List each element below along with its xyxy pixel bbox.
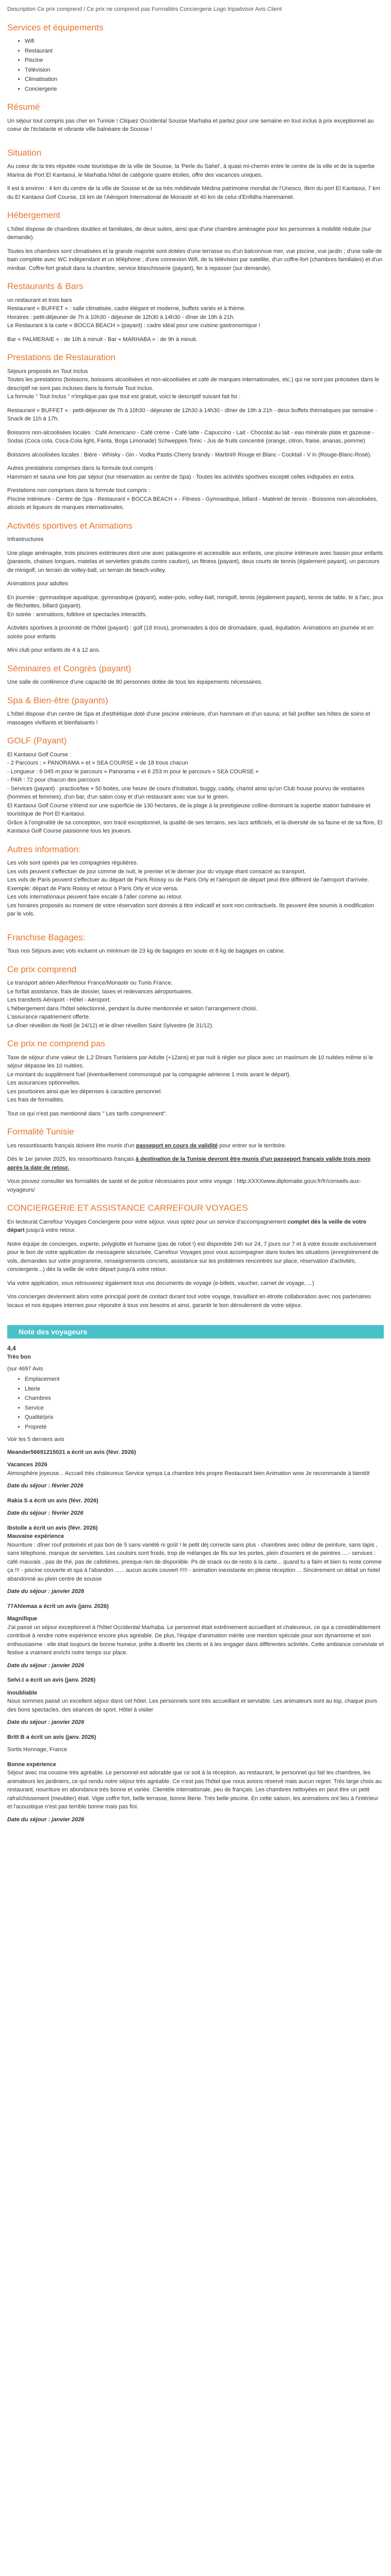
restaurants-section [7,280,384,344]
review-date: Date du séjour : février 2026 [7,1510,84,1516]
rating-summary [7,1344,384,1444]
review-author: Ibstolle a écrit un avis (févr. 2026) [7,1524,98,1531]
prestations-line: Toutes les prestations (boissons, boissons alcoolisées et non-alcoolisées et café de marques internationales, etc.) qui ne sont pas précisées dans le descriptif ne sont pas incluses dans la formule Tout Inclus. [7,377,379,392]
activites-section [7,519,384,655]
seminaires-title: Séminaires et Congrès (payant) [7,663,132,673]
review-body: Atmosphère joyeuse... Accueil très chaleureux Service sympa La chambre très propre Restaurant bien Animation wow Je recommande à bientôt [7,1470,370,1477]
prix-comprend-line: Le forfait assistance, frais de dossier, taxes et redevances aéroportuaires. [7,988,193,995]
review-item [7,1602,384,1670]
infos-line: Les vols de Paris peuvent s'effectuer au départ de Paris Roissy ou de Paris Orly et l'aéroport de départ peut être différent de l'aéroport d'arrivée. [7,877,369,883]
prestations-line: La formule " Tout Inclus " n'implique pas que tout est gratuit, voici le descriptif suivant fait foi : [7,394,240,400]
situation-section [7,146,384,202]
prix-comprend-line: L'hébergement dans l'hôtel sélectionné, pendant la durée mentionnée et selon l'arrangement choisi. [7,1005,258,1012]
restaurants-title: Restaurants & Bars [7,281,84,291]
infos-title: Autres information: [7,844,81,854]
review-body: Nous sommes passé un excellent séjour dans cet hôtel. Les personnels sont très accueillant et serviable. Les animateurs sont au top, chaque jours des bons spectacles, des séances de sport. Hôtel à visiter [7,1698,378,1713]
passport-link[interactable]: passeport en cours de validité [136,1142,218,1149]
resume-title: Résumé [7,102,40,112]
situation-text-1: Au coeur de la très réputée route touristique de la ville de Sousse, la 'Perle du Sahel', à quasi mi-chemin entre le centre de la ville et de la superbe Marina de Port El Kantaoui, le Marhaba hôtel de catégorie quatre étoiles, offre des vacances uniques. [7,163,375,178]
conciergerie-line-3: Via votre application, vous retrouverez également tous vos documents de voyage (e-billets, vaucher, carnet de voyage, ...) [7,1280,314,1286]
activites-line: Activités sportives à proximité de l'hôtel (payant) : golf (18 trous), promenades à dos de dromadaire, quad, équitation. Animations en journée et en soirée pour enfants [7,625,374,640]
spa-title: Spa & Bien-être (payants) [7,695,108,705]
list-item: • Propreté [25,1423,384,1432]
formalite-section [7,1125,384,1194]
notes-header-bar [7,1325,384,1338]
review-author: Rakia S a écrit un avis (févr. 2026) [7,1497,99,1504]
services-title: Services et équipements [7,22,104,32]
golf-line: - 2 Parcours : « PANORAMA » et « SEA COURSE » de 18 trous chacun [7,760,188,766]
prix-comprend-section [7,963,384,1030]
review-body: Nourriture : dîner rouf proteinés et pas bon de 5 sans variété ni goût ! le petit déj correcte sans plus - chambres avec odeur de peinture, sans tapis , sans télephone, manque de serviettes. Les couloirs sont froids, trop de mélanges de fils sur les portes, plein d'ouvriers et de peintres ....- services : café mauvais , pas de thé, pas de cafetières, presque rien de disponible. Ps de snack ou de resto à la carte... quand tu a faim et bien tu reste comme ça !!! - piscine couverte et spa à l'abandon ...... aucun accès couvert !!!!! - animation inexistante en pleine réception ... Sincèrement un détail un hotel abandonné au plein centre de sousse [7,1541,382,1582]
review-date: Date du séjour : janvier 2026 [7,1588,85,1595]
prix-comprend-title: Ce prix comprend [7,964,77,974]
review-item [7,1448,384,1490]
infos-section [7,843,384,919]
conciergerie-line-4: Vos concierges deviennent alors votre principal point de contact durant tout votre voyage, travaillant en étroite collaboration avec nos partenaires locaux et nos équipes internes pour répondre à tous vos besoins et ainsi, garantir le bon déroulement de votre séjour. [7,1294,371,1309]
list-item: • Piscine [25,56,384,65]
infos-line: Exemple: départ de Paris Roissy et retour à Paris Orly et vice versa. [7,885,178,892]
resume-text: Un séjour tout compris pas cher en Tunisie ! Cliquez Occidental Sousse Marhaba et partez pour une semaine en tout inclus à prix exceptionnel au coeur de l'éclatante et vibrante ville balnéaire de Sousse ! [7,117,374,132]
review-author: Selvi.t a écrit un avis (janv. 2026) [7,1677,95,1683]
formalite-title: Formalité Tunisie [7,1127,74,1137]
list-item: • Télévision [25,66,384,75]
review-date: Date du séjour : janvier 2026 [7,1719,85,1725]
resume-section [7,100,384,134]
bagages-text: Tous nos Séjours avec vols incluent un minimum de 23 kg de bagages en soute et 8 kg de bagages en cabine. [7,948,285,954]
rating-score: 4,4 [7,1345,16,1352]
activites-line: Animations pour adultes [7,581,69,587]
review-title: Mauvaise expérience [7,1533,64,1539]
golf-section [7,734,384,836]
list-item: • Wifi [25,37,384,46]
review-item [7,1676,384,1727]
review-body: J'ai passé un séjour exceptionnel à l'hôtel Occidental Marhaba. Le personnel était extrêmement accueillant et chaleureux, ce qui a considérablement contribué à rendre notre expérience encore plus agréable. De plus, l'équipe d'animation mérite une mention spéciale pour son dynamisme et son enthousiasme : elle était toujours de bonne humeur, prête à divertir les clients et à les engager dans différentes activités. Cette ambiance conviviale et festive a vraiment enrichi notre temps sur place. [7,1624,384,1656]
review-item [7,1524,384,1596]
prestations-line: Autres prestations comprises dans la formule tout compris : [7,465,157,471]
spa-text: L'hôtel dispose d'un centre de Spa et d'esthétique doté d'une piscine intérieure, d'un hammam et d'un sauna; et fait profiter ses hôtes de soins et massages vivifiants et bienfaisants ! [7,711,370,726]
list-item: • Emplacement [25,1375,384,1384]
review-item [7,1733,384,1754]
golf-line: El Kantaoui Golf Course : [7,751,72,758]
spa-section [7,694,384,727]
review-date: Date du séjour : février 2026 [7,1483,84,1489]
conciergerie-line-1: En lecteurat Carrefour Voyages Conciergerie pour votre séjour, vous optez pour un service d'accompagnement complet dès la veille de votre départ jusqu'à votre retour. [7,1218,367,1233]
prix-ne-comprend-line: Les pourboires ainsi que les dépenses à caractère personnel. [7,1088,162,1095]
activites-line: En soirée : animations, folklore et spectacles interactifs. [7,611,147,618]
restaurants-line: Bar « PALMERAIE » : de 10h à minuit - Bar « MARHABA » : de 9h à minuit. [7,336,198,343]
activites-title: Activités sportives et Animations [7,520,133,531]
review-title: Inoubliable [7,1689,38,1696]
activites-line: Une plage aménagée, trois piscines extérieures dont une avec pataugeoire et accessible aux enfants, une piscine intérieure avec bassin pour enfants (parasols, chaises longues, matelas et serviettes gratuits contre caution), un fitness (payant), deux courts de tennis (également payant), un parcours de minigolf, un terrain de volley-ball, un terrain de beach-volley. [7,550,383,573]
prix-comprend-line: Le dîner réveillon de Noël (le 24/12) et le dîner réveillon Saint Sylvestre (le 31/12). [7,1022,214,1029]
list-item: • Conciergerie [25,85,384,94]
restaurants-line: Le Restaurant à la carte « BOCCA BEACH » (payant) : cadre idéal pour une cuisine gastronomique ! [7,323,260,329]
list-item: • Service [25,1404,384,1413]
bagages-section [7,931,384,956]
review-title: Magnifique [7,1616,38,1622]
prestations-section [7,351,384,512]
prix-comprend-line: Les transferts Aéroport - Hôtel - Aéroport. [7,997,111,1003]
hebergement-text-1: L'hôtel dispose de chambres doubles et familiales, de deux suites, ainsi que d'une chambre aménagée pour les personnes à mobilité réduite (sur demande). [7,226,371,241]
prix-comprend-line: Le transport aérien Aller/Retour France/Monastir ou Tunis France. [7,980,173,986]
rating-criteria-list [7,1375,384,1431]
rating-count: (sur 4697 Avis [7,1365,43,1372]
prix-ne-comprend-line: Les frais de formalités. [7,1097,64,1103]
conciergerie-section [7,1201,384,1310]
review-body: Séjour avec ma cousine très agréable. Le personnel est adorable que ce soit à la réception, au restaurant, le personnel qui fait les chambres, les animateurs les jardiniers, ce qui rendu notre séjour très agréable. Ce n'est pas l'hôtel que nous avions réservé mais aucun regret. Très large choix au restaurant, nourriture en abondance très bonne et variée. Clientèle internationale, peu de français. Les chambres nettoyées en peut être un petit rafraîchissement (meublier) était. Vigie coffre fort, belle terrasse, bonne literie. Très belle piscine. En cette saison, les animations ont lieu à l'intérieur et l'acoustique n'est pas terrible bonne mais pas fini. [7,1770,382,1810]
prix-ne-comprend-line: Le montant du supplément fuel (éventuellement communiqué par la compagnie aérienne 1 mois avant le départ). [7,1071,291,1078]
hebergement-text-2: Toutes les chambres sont climatisées et la grande majorité sont dotées d'une terrasse ou d'un balcon/vue mer, vue piscine, vue jardin ; d'une salle de bain complète avec WC indépendant et un téléphone ; d'une connexion Wifi, de la télévision par satellite, d'un coffre-fort (chambres familiales) et d'un minibar. Coffre-fort gratuit dans la chambre, service blanchisserie (payant), fer à repasser (sur demande). [7,248,383,272]
list-item: • Qualité/prix [25,1413,384,1422]
review-body: Sortis Honnage, France [7,1747,68,1753]
infos-line: Les vols sont opérés par les compagnies régulières. [7,860,138,866]
formalite-line-1: Les ressortissants français doivent être munis d'un passeport en cours de validité pour entrer sur le territoire. [7,1142,287,1149]
reviews-list [7,1448,384,1824]
activites-line: En journée : gymnastique aquatique, gymnastique (payant), water-polo, volley-ball, minigolf, tennis (également payant), tennis de table, tir à l'arc, jeux de fléchettes, billard (payant). [7,594,384,609]
situation-title: Situation [7,147,42,158]
review-date: Date du séjour : janvier 2026 [7,1662,85,1669]
restaurants-line: un restaurant et trois bars [7,297,72,303]
golf-title: GOLF (Payant) [7,736,67,745]
prix-ne-comprend-line: Tout ce qui n'est pas mentionné dans " Les tarifs comprennent". [7,1110,168,1117]
services-list [7,37,384,93]
prix-ne-comprend-line: Taxe de séjour d'une valeur de 1,2 Dinars Tunisiens par Adulte (+12ans) et par nuit à régler sur place avec un maximum de 10 nuitées même si le séjour dépasse les 10 nuitées. [7,1054,373,1069]
infos-line: Les horaires proposés au moment de votre réservation sont donnés à titre indicatif et sont non contractuels. Ils peuvent être soumis à modification par le vols. [7,902,374,917]
prix-ne-comprend-section [7,1037,384,1118]
services-section [7,21,384,94]
prestations-line: Restaurant « BUFFET » : petit-déjeuner de 7h à 10h30 - déjeuner de 12h30 à 14h30 - dîner de 19h à 21h - deux buffets thématiques par semaine - Snack de 11h à 17h. [7,407,377,422]
prestations-line: Boissons non-alcoolisées locales : Café Americano - Café crème - Café latte - Capuccino - Lait - Chocolat au lait - eau minérale plate et gazeuse - Sodas (Coca cola, Coca-Cola light, Fanta, Boga Limonade) Schweppes Tonic - Jus de fruits concentré (orange, citron, fraise, ananas, pomme) [7,429,374,444]
review-item [7,1760,384,1824]
infos-line: Les vols internationaux peuvent faire escale à l'aller comme au retour. [7,894,183,900]
prix-comprend-line: L'assurance rapatriement offerte. [7,1014,90,1020]
breadcrumb[interactable]: Description Ce prix comprend / Ce prix ne comprend pas Formalités Conciergerie Logo tripadvisor Avis Client [7,6,282,12]
bagages-title: Franchise Bagages: [7,932,86,942]
golf-line: - Services (payant) : practice/tee + 50 boites, une heure de cours d'initiation, buggy, caddy, chariot ainsi qu'un Club house pourvu de vestiaires (hommes et femmes), d'un bar, d'un salon cosy et d'un restaurant avec vue sur le green. [7,785,365,800]
prestations-line: Boissons alcoolisées locales : Bière - Whisky - Gin - Vodka Pastis-Cherry brandy - Martini® Rouge et Blanc - Cocktail - V in (Rouge-Blanc-Rosé). [7,451,372,458]
review-author: 77Ahlemaa a écrit un avis (janv. 2026) [7,1603,109,1609]
hebergement-title: Hébergement [7,210,61,220]
activites-line: Infrastructures [7,536,44,543]
golf-line: Grâce à l'originalité de sa conception, son tracé exceptionnel, la qualité de ses terrains, ses lacs artificiels, et la diversité de sa faune et de sa flore, El Kantaoui Golf Course passionne tous les joueurs. [7,819,383,834]
prestations-line: Séjours proposés en Tout Inclus [7,368,88,375]
hebergement-section [7,209,384,273]
review-author: Britt B a écrit un avis (janv. 2026) [7,1734,96,1740]
list-item: • Chambres [25,1394,384,1403]
list-item: • Literie [25,1385,384,1394]
formalite-line-3[interactable]: Vous pouvez consulter les formalités de santé et de police nécessaires pour votre voyage : http:XXXXwww.diplomatie.gouv.fr/fr/conseils-aux-voyageurs/ [7,1178,361,1193]
prestations-title: Prestations de Restauration [7,352,116,362]
review-author: Meander56691215021 a écrit un avis (févr. 2026) [7,1449,136,1455]
review-title: Vacances 2026 [7,1462,47,1468]
review-item [7,1497,384,1518]
golf-line: - Longueur : 6 045 m pour le parcours « Panorama » et 6 253 m pour le parcours « SEA COURSE » [7,768,259,775]
prestations-line: Hammam et sauna une fois par séjour (sur réservation au centre de Spa) - Toutes les activités sportives excepté celles indiquées en extra. [7,473,355,480]
seminaires-text: Une salle de conférence d'une capacité de 80 personnes dotée de tous les équipements nécessaires. [7,679,263,685]
infos-line: Les vols peuvent s'effectuer de jour comme de nuit, le premier et le dernier jour du voyage étant consacré au transport. [7,868,306,875]
list-item: • Restaurant [25,47,384,56]
golf-line: El Kantaoui Golf Course s'étend sur une superficie de 130 hectares, de la plage à la prestigieuse colline dominant la superbe station balnéaire et touristique de Port El Kantaoui. [7,802,371,817]
prix-ne-comprend-line: Les assurances optionnelles. [7,1080,80,1086]
restaurants-line: Horaires : petit-déjeuner de 7h à 10h30 - déjeuner de 12h30 à 14h30 - dîner de 19h à 21h. [7,314,235,320]
conciergerie-title: CONCIERGERIE ET ASSISTANCE CARREFOUR VOYAGES [7,1203,248,1213]
rating-label: Très bon [7,1354,31,1360]
prestations-line: Prestations non comprises dans la formule tout compris : [7,487,150,494]
activites-line: Mini club pour enfants de 4 à 12 ans. [7,647,101,653]
conciergerie-line-2: Notre équipe de concierges, experte, polyglotte et humaine (pas de robot !) est disponible 24h sur 24, 7 jours sur 7 et à votre écoute exclusivement pour le bon de votre application de messagerie sécurisée, Carrefour Voyages pour vous accompagner dans toutes les situations (enregistrement de vols, demandes sur votre programme, renseignements concrets, assistance sur les problèmes rencontrés sur place, réservation d'activités, conciergerie...) dès la veille de votre départ jusqu'à votre retour. [7,1241,379,1273]
review-title: Bonne expérience [7,1761,56,1768]
review-date: Date du séjour : janvier 2026 [7,1816,85,1823]
seminaires-section [7,662,384,687]
list-item: • Climatisation [25,75,384,84]
notes-header-title: Note des voyageurs [19,1327,88,1336]
formalite-line-2: Dès le 1er janvier 2025, les ressortissants français à destination de la Tunisie devront être munis d'un passeport français valide trois mois après la date de retour. [7,1156,371,1171]
restaurants-line: Restaurant « BUFFET » : salle climatisée, cadre élégant et moderne, buffets variés et à thème. [7,306,246,312]
prix-ne-comprend-title: Ce prix ne comprend pas [7,1039,105,1048]
see-more-reviews-link[interactable]: Voir les 5 derniers avis [7,1436,64,1443]
golf-line: - PAR : 72 pour chacun des parcours [7,777,101,783]
situation-text-2: Il est à environ : 4 km du centre de la ville de Sousse et de sa très médiévale Médina patrimoine mondial de l'Unesco, 8km du port El Kantaoui, 7 km du El Kantaoui Golf Course, 18 km de l'Aéroport International de Monastir et 40 km de celui d'Enfidha Hammamet. [7,185,380,200]
prestations-line: Piscine intérieure - Centre de Spa - Restaurant « BOCCA BEACH » - Fitness - Gymnastique, billard - Matériel de tennis - Boissons non-alcoolisées, alcools et liqueurs de marques internationales. [7,496,378,511]
